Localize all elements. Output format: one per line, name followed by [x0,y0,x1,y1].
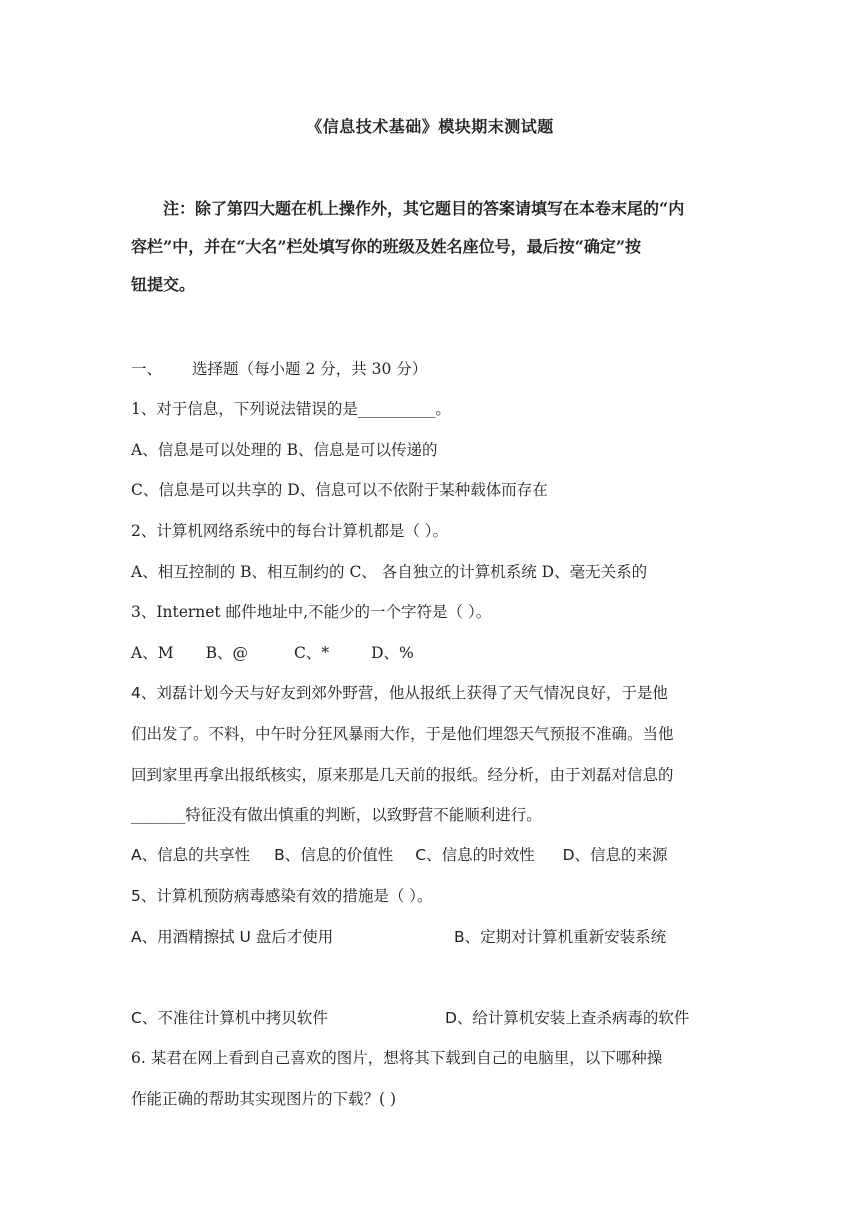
question-1-stem: 1、对于信息，下列说法错误的是__________。 [131,400,451,418]
question-4-stem-line: 回到家里再拿出报纸核实，原来那是几天前的报纸。经分析，由于刘磊对信息的 [131,766,674,784]
section-number: 一、 [131,360,163,378]
question-3-stem: 3、Internet 邮件地址中,不能少的一个字符是（ ）。 [131,603,492,621]
option-a: A、信息的共享性 [131,846,251,864]
section-heading [131,359,427,379]
note-line: 钮提交。 [131,275,196,294]
option-b: B、@ [205,644,248,662]
question-5-option-b: B、定期对计算机重新安装系统 [454,928,667,946]
question-1-options-ab: A、信息是可以处理的 B、信息是可以传递的 [131,441,438,459]
option-c: C、* [293,644,330,662]
question-3-options [131,643,414,663]
option-d: D、% [371,644,414,662]
question-4-stem-line: 4、刘磊计划今天与好友到郊外野营，他从报纸上获得了天气情况良好，于是他 [131,684,668,702]
question-4-options [131,845,668,865]
option-d: D、信息的来源 [562,846,668,864]
note-line: 容栏”中，并在“大名”栏处填写你的班级及姓名座位号，最后按“确定”按 [131,237,642,256]
document-title: 《信息技术基础》模块期末测试题 [306,117,554,136]
question-5-option-a: A、用酒精擦拭 U 盘后才使用 [131,928,334,946]
option-c: C、信息的时效性 [415,846,535,864]
question-5-stem: 5、计算机预防病毒感染有效的措施是（ ）。 [131,887,433,905]
question-1-options-cd: C、信息是可以共享的 D、信息可以不依附于某种载体而存在 [131,481,548,499]
note-line: 注：除了第四大题在机上操作外，其它题目的答案请填写在本卷末尾的“内 [163,199,685,218]
question-4-stem-line: 们出发了。不料，中午时分狂风暴雨大作，于是他们埋怨天气预报不准确。当他 [131,725,674,743]
section-title: 选择题（每小题 2 分，共 30 分） [192,360,428,378]
option-b: B、信息的价值性 [274,846,394,864]
option-a: A、M [131,644,174,662]
question-6-stem-line: 6. 某君在网上看到自己喜欢的图片，想将其下载到自己的电脑里，以下哪种操 [131,1049,663,1067]
question-4-stem-line: _______特征没有做出慎重的判断，以致野营不能顺利进行。 [131,806,542,824]
question-2-options: A、相互控制的 B、相互制约的 C、 各自独立的计算机系统 D、毫无关系的 [131,563,648,581]
instructions-note [131,190,731,304]
question-5-option-d: D、给计算机安装上查杀病毒的软件 [445,1009,690,1027]
question-5-option-c: C、不准往计算机中拷贝软件 [131,1009,328,1027]
question-2-stem: 2、计算机网络系统中的每台计算机都是（ ）。 [131,522,449,540]
question-6-stem-line: 作能正确的帮助其实现图片的下载？( ) [131,1090,397,1108]
